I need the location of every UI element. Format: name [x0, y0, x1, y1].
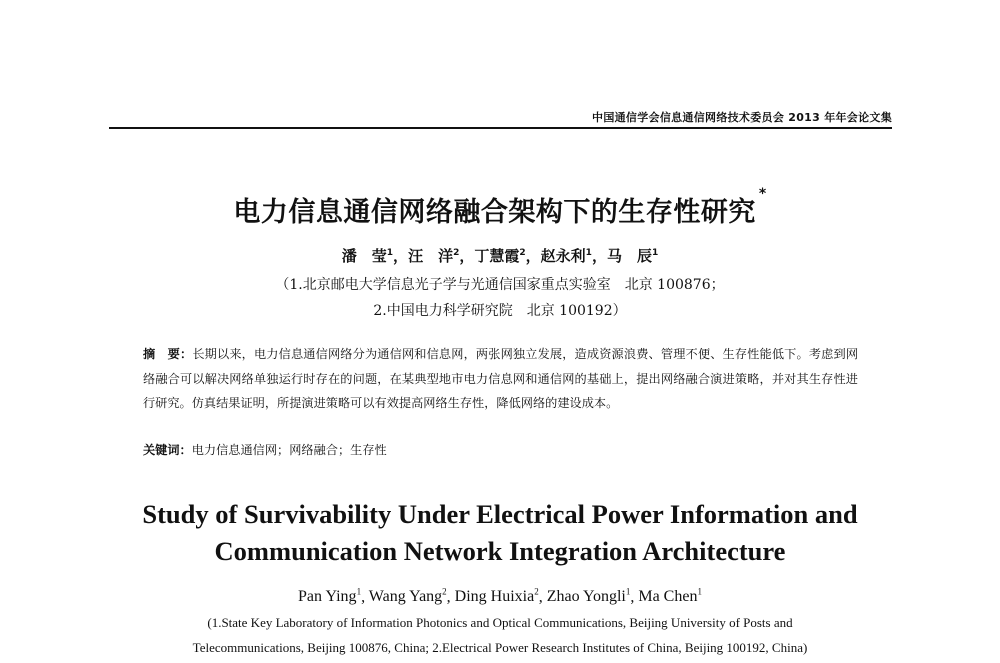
author-cn: 马 辰$^1$	[606, 247, 659, 265]
author-en: Pan Ying$^1$	[298, 587, 362, 606]
authors-chinese: 潘 莹$^1$，汪 洋$^2$，丁慧霞$^2$，赵永利$^1$，马 辰$^1$	[341, 247, 659, 265]
title-english-line1: Study of Survivability Under Electrical Power Information and	[142, 499, 858, 529]
title-chinese-text: 电力信息通信网络融合架构下的生存性研究	[233, 197, 756, 228]
title-chinese	[0, 186, 1000, 229]
keywords-text: 电力信息通信网；网络融合；生存性	[191, 443, 387, 457]
running-head: 中国通信学会信息通信网络技术委员会 2013 年年会论文集	[592, 111, 892, 124]
keywords-label: 关键词：	[143, 443, 192, 457]
keywords-chinese	[143, 441, 858, 458]
author-cn: 潘 莹$^1$	[341, 247, 394, 265]
affiliation-chinese-line1: （1.北京邮电大学信息光子学与光通信国家重点实验室 北京 100876；	[275, 277, 725, 293]
author-cn: 丁慧霞$^2$	[474, 247, 526, 265]
header-rule	[109, 127, 892, 129]
author-en: Zhao Yongli$^1$	[546, 587, 631, 606]
title-footnote-mark: *	[758, 186, 767, 202]
author-cn: 赵永利$^1$	[540, 247, 592, 265]
affiliation-english-line1: (1.State Key Laboratory of Information Photonics and Optical Communications, Beijing University of Posts and	[207, 615, 793, 630]
author-en: Ma Chen$^1$	[638, 587, 702, 606]
abstract-text: 长期以来，电力信息通信网络分为通信网和信息网，两张网独立发展，造成资源浪费、管理不便、生存性能低下。考虑到网络融合可以解决网络单独运行时存在的问题，在某典型地市电力信息网和通信网的基础上，提出网络融合演进策略，并对其生存性进行研究。仿真结果证明，所提演进策略可以有效提高网络生存性，降低网络的建设成本。	[143, 347, 859, 410]
author-cn: 汪 洋$^2$	[408, 247, 460, 265]
abstract-label: 摘 要：	[143, 347, 193, 361]
abstract-chinese	[143, 342, 858, 416]
author-en: Wang Yang$^2$	[368, 587, 447, 606]
affiliation-chinese-line2: 2.中国电力科学研究院 北京 100192）	[373, 303, 627, 319]
title-english	[0, 496, 1000, 570]
author-en: Ding Huixia$^2$	[454, 587, 539, 606]
title-english-line2: Communication Network Integration Architecture	[214, 536, 786, 566]
authors-english: Pan Ying$^1$, Wang Yang$^2$, Ding Huixia$^2$, Zhao Yongli$^1$, Ma Chen$^1$	[298, 587, 702, 606]
affiliation-english-line2: Telecommunications, Beijing 100876, China; 2.Electrical Power Research Institutes of China, Beijing 100192, China)	[192, 640, 808, 655]
